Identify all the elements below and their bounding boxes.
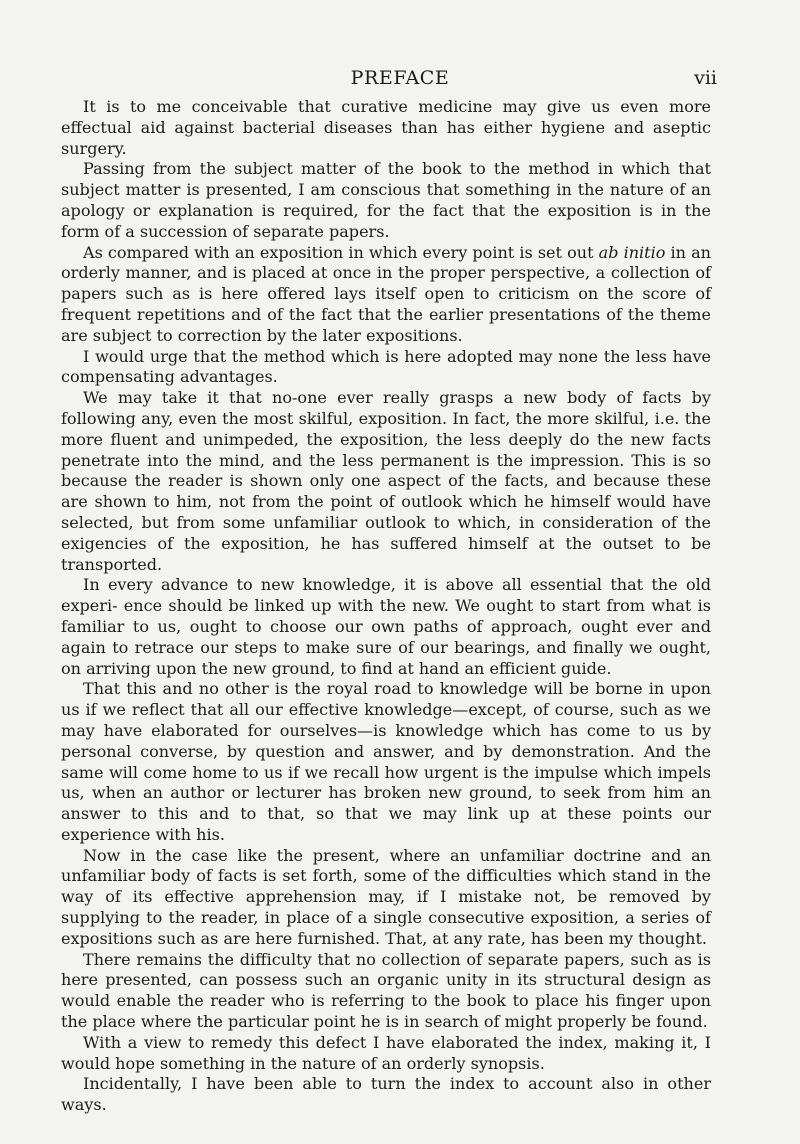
latin-phrase: ab initio: [598, 242, 666, 262]
page-header: [0, 66, 800, 90]
paragraph-7: That this and no other is the royal road to knowledge will be borne in upon us if we reflect that all our effective knowledge—except, of course, such as we may have elaborated for ourselves—is knowledge which has come to us by personal converse, by question and answer, and by demonstration. And the same will come home to us if we recall how urgent is the impulse which impels us, when an author or lecturer has broken new ground, to seek from him an answer to this and to that, so that we may link up at these points our experience with his.: [61, 679, 711, 844]
paragraph-5: We may take it that no-one ever really grasps a new body of facts by following any, even the most skilful, exposition. In fact, the more skilful, i.e. the more fluent and unimpeded, the exposition, the less deeply do the new facts penetrate into the mind, and the less permanent is the impression. This is so because the reader is shown only one aspect of the facts, and because these are shown to him, not from the point of outlook which he himself would have selected, but from some unfamiliar outlook to which, in consideration of the exigencies of the exposition, he has suffered himself at the outset to be transported.: [61, 388, 711, 574]
paragraph-6: In every advance to new knowledge, it is above all essential that the old experi- ence should be linked up with the new. We ought to start from what is familiar to us, ought to choose our own paths of approach, ought ever and again to retrace our steps to make sure of our bearings, and finally we ought, on arriving upon the new ground, to find at hand an efficient guide.: [61, 575, 711, 678]
paragraph-3-after: in an orderly manner, and is placed at once in the proper perspective, a collection of papers such as is here offered lays itself open to criticism on the score of frequent repetitions and of the fact that the earlier presentations of the theme are subject to correction by the later expositions.: [61, 242, 711, 345]
paragraph-4: I would urge that the method which is here adopted may none the less have compensating advantages.: [61, 346, 711, 387]
paragraph-11: Incidentally, I have been able to turn the index to account also in other ways.: [61, 1074, 711, 1115]
paragraph-1: It is to me conceivable that curative medicine may give us even more effectual aid against bacterial diseases than has either hygiene and aseptic surgery.: [61, 97, 711, 158]
paragraph-10: With a view to remedy this defect I have elaborated the index, making it, I would hope something in the nature of an orderly synopsis.: [61, 1032, 711, 1073]
paragraph-2: Passing from the subject matter of the book to the method in which that subject matter is presented, I am conscious that something in the nature of an apology or explanation is required, for the fact that the exposition is in the form of a succession of separate papers.: [61, 159, 711, 241]
paragraph-3: [61, 243, 711, 347]
paragraph-9: There remains the difficulty that no collection of separate papers, such as is here presented, can possess such an organic unity in its structural design as would enable the reader who is referring to the book to place his finger upon the place where the particular point he is in search of might properly be found.: [61, 949, 711, 1032]
paragraph-3-before: As compared with an exposition in which every point is set out: [83, 242, 599, 262]
page-number: vii: [694, 67, 717, 89]
paragraph-8: Now in the case like the present, where an unfamiliar doctrine and an unfamiliar body of facts is set forth, some of the difficulties which stand in the way of its effective apprehension may, if I mistake not, be removed by supplying to the reader, in place of a single consecutive exposition, a series of expositions such as are here furnished. That, at any rate, has been my thought.: [61, 845, 711, 948]
running-title: PREFACE: [350, 67, 450, 89]
body-text: [61, 97, 711, 1116]
